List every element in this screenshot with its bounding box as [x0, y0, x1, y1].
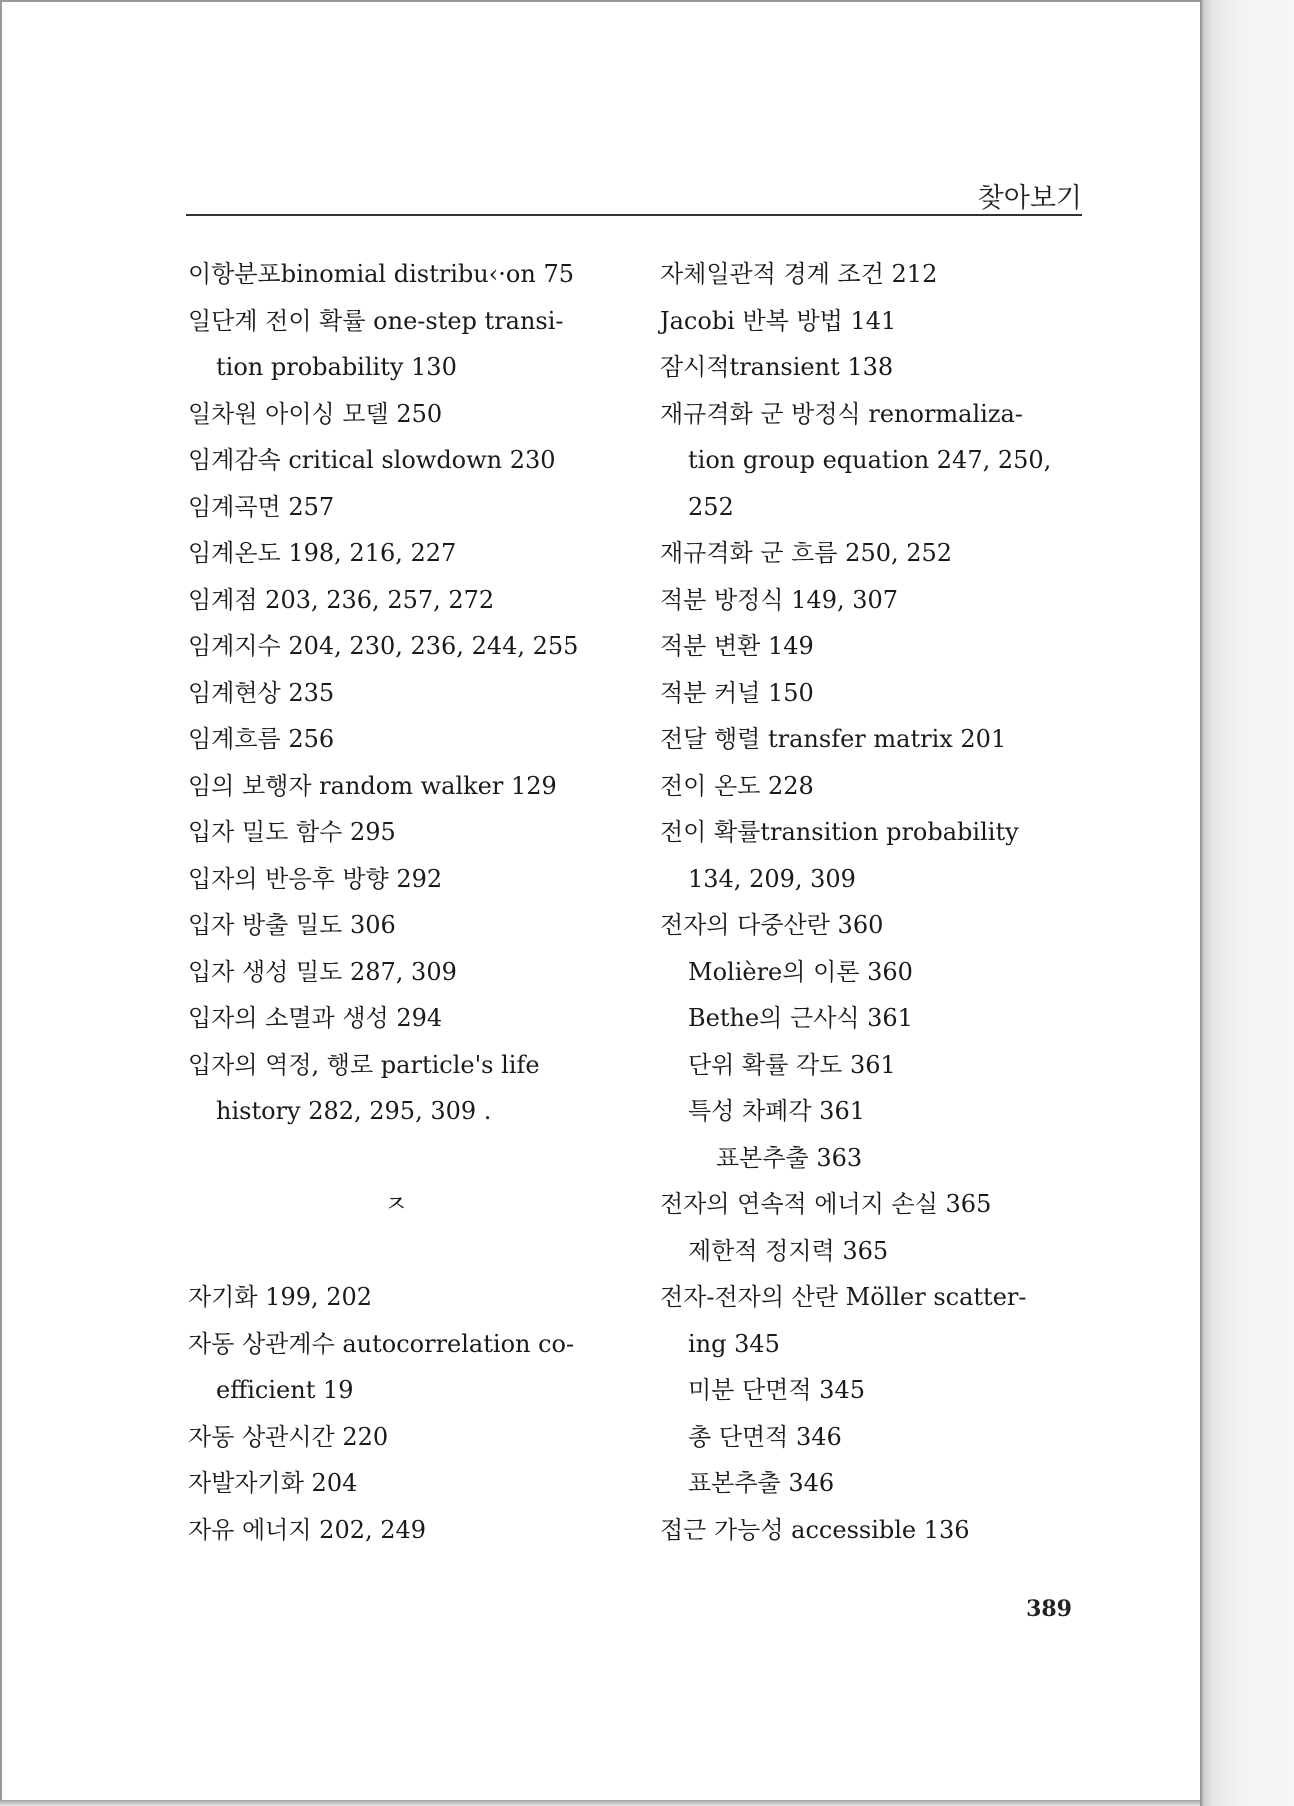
index-entry: 입자 생성 밀도 287, 309 [188, 957, 457, 986]
index-entry: 자체일관적 경계 조건 212 [660, 260, 938, 288]
index-subentry: 미분 단면적 345 [688, 1376, 865, 1404]
index-entry: 접근 가능성 accessible 136 [660, 1515, 970, 1544]
index-entry: 잠시적transient 138 [660, 353, 894, 381]
index-entry: 임계점 203, 236, 257, 272 [188, 585, 495, 614]
index-entry: 전자의 연속적 에너지 손실 365 [660, 1190, 992, 1218]
index-subentry: 총 단면적 346 [688, 1422, 842, 1451]
index-entry: 임계온도 198, 216, 227 [188, 539, 457, 567]
index-entry: 적분 방정식 149, 307 [660, 585, 899, 614]
index-entry: 전이 확률transition probability [660, 818, 1019, 846]
index-entry: 자동 상관계수 autocorrelation co- [188, 1329, 575, 1358]
index-subentry: 표본추출 346 [688, 1469, 835, 1497]
index-subentry: 제한적 정지력 365 [688, 1236, 889, 1265]
index-entry: 재규격화 군 흐름 250, 252 [660, 539, 953, 567]
index-entry-continuation: efficient 19 [216, 1376, 354, 1404]
index-entry: 적분 커널 150 [660, 678, 814, 707]
index-entry: 임계현상 235 [188, 678, 335, 707]
index-entry: 임계곡면 257 [188, 492, 335, 521]
spacer [188, 1135, 648, 1182]
index-entry-continuation: 252 [688, 492, 734, 521]
index-entry: 전이 온도 228 [660, 771, 814, 800]
index-entry: 일차원 아이싱 모델 250 [188, 399, 443, 428]
index-subsubentry: 표본추출 363 [716, 1143, 863, 1172]
index-entry: 자유 에너지 202, 249 [188, 1515, 427, 1544]
index-entry: 입자의 소멸과 생성 294 [188, 1004, 443, 1032]
index-entry: 입자 밀도 함수 295 [188, 818, 396, 846]
index-entry: 입자 방출 밀도 306 [188, 911, 396, 939]
index-subentry: Bethe의 근사식 361 [688, 1004, 913, 1032]
index-entry: 적분 변환 149 [660, 632, 814, 660]
index-entry-continuation: ing 345 [688, 1329, 780, 1358]
page-number: 389 [1026, 1596, 1072, 1622]
index-subentry: 단위 확률 각도 361 [688, 1050, 896, 1079]
index-subentry: Molière의 이론 360 [688, 957, 913, 986]
index-entry: 자발자기화 204 [188, 1469, 358, 1497]
index-entry: Jacobi 반복 방법 141 [660, 306, 897, 335]
spacer [188, 1228, 648, 1275]
index-entry: 임계감속 critical slowdown 230 [188, 446, 556, 474]
index-entry: 임의 보행자 random walker 129 [188, 771, 557, 800]
index-entry: 전달 행렬 transfer matrix 201 [660, 725, 1007, 753]
running-head: 찾아보기 [977, 183, 1082, 214]
section-letter: ㅈ [384, 1190, 408, 1218]
index-entry: 이항분포binomial distribu‹·on 75 [188, 260, 574, 288]
index-entry-continuation: history 282, 295, 309 . [216, 1097, 492, 1125]
index-column-left [188, 251, 648, 1553]
index-entry: 자동 상관시간 220 [188, 1422, 389, 1451]
index-subentry: 특성 차폐각 361 [688, 1097, 865, 1125]
index-entry: 전자-전자의 산란 Möller scatter- [660, 1283, 1027, 1311]
page-bottom-edge [0, 1800, 1200, 1806]
index-entry: 임계지수 204, 230, 236, 244, 255 [188, 632, 579, 660]
index-entry: 임계흐름 256 [188, 725, 335, 753]
index-entry: 입자의 반응후 방향 292 [188, 864, 443, 893]
index-entry-continuation: tion group equation 247, 250, [688, 446, 1052, 474]
index-entry: 전자의 다중산란 360 [660, 911, 884, 939]
index-entry-continuation: tion probability 130 [216, 353, 457, 381]
index-column-right [660, 251, 1100, 1553]
index-entry: 재규격화 군 방정식 renormaliza- [660, 399, 1023, 428]
index-entry: 자기화 199, 202 [188, 1283, 373, 1311]
index-entry: 입자의 역정, 행로 particle's life [188, 1050, 540, 1079]
header-rule [186, 214, 1082, 216]
page-gutter-shadow [1200, 0, 1294, 1806]
index-entry: 일단계 전이 확률 one-step transi- [188, 306, 564, 335]
index-entry-continuation: 134, 209, 309 [688, 864, 856, 893]
